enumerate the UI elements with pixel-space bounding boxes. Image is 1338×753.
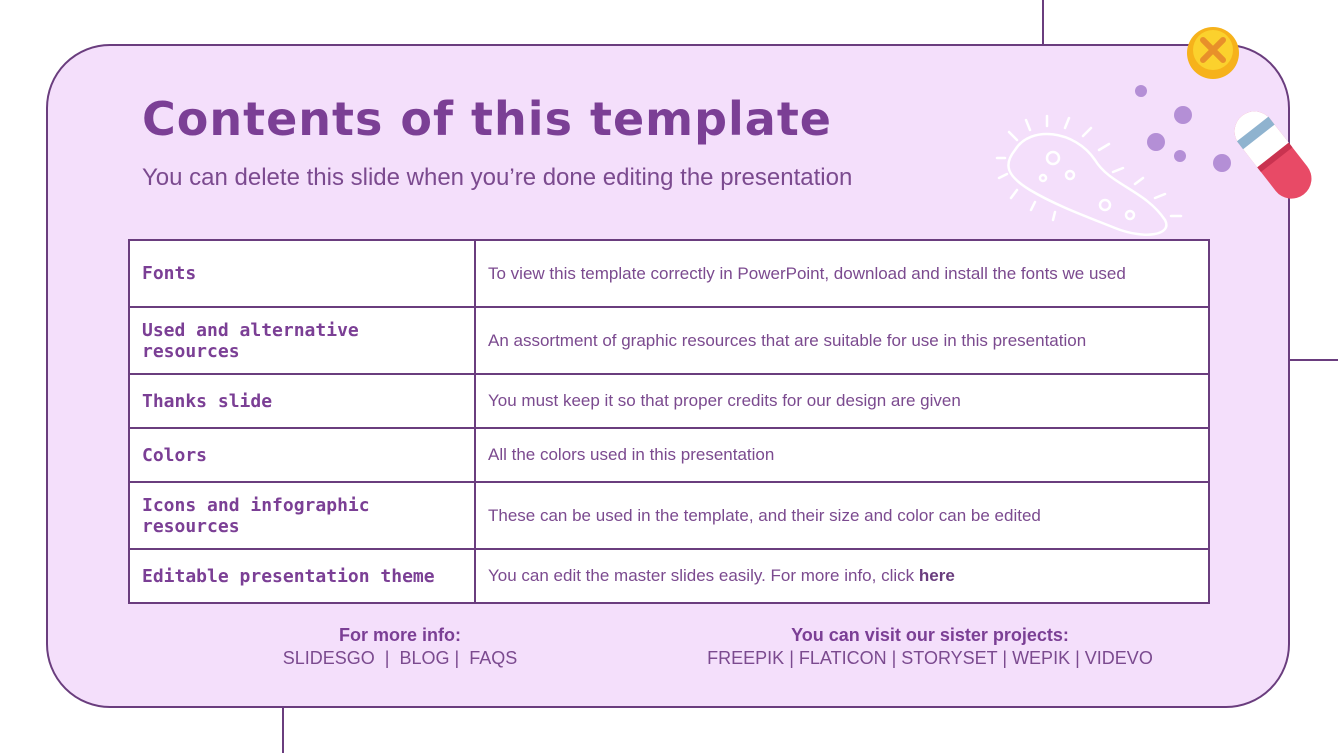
separator: | — [789, 648, 794, 668]
separator: | — [379, 648, 395, 668]
separator: | — [1075, 648, 1080, 668]
blog-link[interactable]: BLOG — [399, 648, 450, 668]
frame-line-bottom — [282, 708, 284, 753]
table-row — [129, 307, 1209, 374]
row-description: You must keep it so that proper credits for our design are given — [475, 374, 1209, 428]
info-links — [250, 647, 550, 670]
flaticon-link[interactable]: FLATICON — [798, 648, 887, 668]
separator: | — [1002, 648, 1008, 668]
storyset-link[interactable]: STORYSET — [901, 648, 998, 668]
row-label: Used and alternative resources — [129, 307, 475, 374]
row-label: Colors — [129, 428, 475, 482]
table-row — [129, 482, 1209, 549]
row-description: All the colors used in this presentation — [475, 428, 1209, 482]
sister-links — [680, 647, 1180, 670]
here-link[interactable]: here — [918, 566, 955, 585]
table-row — [129, 428, 1209, 482]
faqs-link[interactable]: FAQS — [469, 648, 518, 668]
videvo-link[interactable]: VIDEVO — [1084, 648, 1153, 668]
row-label: Fonts — [129, 240, 475, 307]
row-label: Editable presentation theme — [129, 549, 475, 603]
contents-table — [128, 239, 1210, 604]
tablet-pill-icon — [1184, 24, 1242, 82]
page-title: Contents of this template — [142, 92, 833, 146]
wepik-link[interactable]: WEPIK — [1012, 648, 1071, 668]
row-label: Thanks slide — [129, 374, 475, 428]
row-description: These can be used in the template, and their size and color can be edited — [475, 482, 1209, 549]
row-description: An assortment of graphic resources that are suitable for use in this presentation — [475, 307, 1209, 374]
frame-line-right — [1290, 359, 1338, 361]
page-subtitle: You can delete this slide when you’re done editing the presentation — [142, 164, 853, 191]
slidesgo-link[interactable]: SLIDESGO — [282, 648, 375, 668]
row-description-text: You can edit the master slides easily. For more info, click — [488, 566, 919, 585]
separator: | — [891, 648, 897, 668]
separator: | — [454, 648, 465, 668]
table-row — [129, 374, 1209, 428]
footer-info — [250, 624, 550, 670]
sister-heading: You can visit our sister projects: — [791, 625, 1069, 645]
row-label: Icons and infographic resources — [129, 482, 475, 549]
table-row — [129, 240, 1209, 307]
row-description — [475, 549, 1209, 603]
dots-decoration-icon — [1130, 80, 1240, 180]
info-heading: For more info: — [339, 625, 461, 645]
table-row — [129, 549, 1209, 603]
pill-capsule-icon — [1228, 100, 1318, 210]
freepik-link[interactable]: FREEPIK — [707, 648, 785, 668]
footer-sister — [680, 624, 1180, 670]
row-description: To view this template correctly in PowerPoint, download and install the fonts we used — [475, 240, 1209, 307]
frame-line-top — [1042, 0, 1044, 46]
